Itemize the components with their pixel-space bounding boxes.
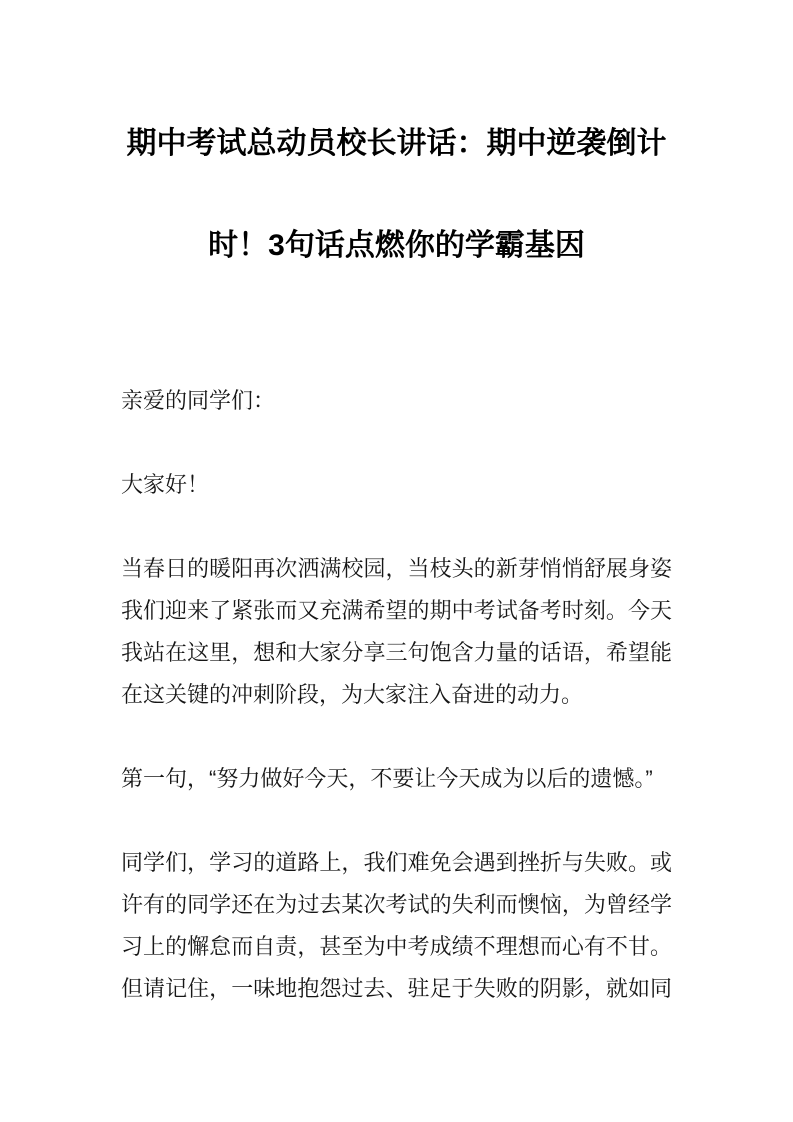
- title-line-1: 期中考试总动员校长讲话：期中逆袭倒计: [126, 127, 667, 160]
- paragraph-greeting: [121, 464, 672, 506]
- text-line: 在这关键的冲刺阶段，为大家注入奋进的动力。: [121, 682, 584, 707]
- text-line: 大家好！: [121, 472, 210, 497]
- text-line: 习上的懈怠而自责，甚至为中考成绩不理想而心有不甘。: [121, 934, 672, 959]
- title-line-2: 时！3句话点燃你的学霸基因: [208, 229, 585, 262]
- text-line: 亲爱的同学们：: [121, 388, 276, 413]
- text-line: 我们迎来了紧张而又充满希望的期中考试备考时刻。今天: [121, 598, 672, 623]
- document-content: [0, 93, 793, 1010]
- text-line: 第一句，“努力做好今天，不要让今天成为以后的遗憾。”: [121, 766, 653, 791]
- paragraph-intro: [121, 548, 672, 716]
- document-title: [121, 93, 672, 297]
- document-body: [121, 380, 672, 1010]
- text-line: 但请记住，一味地抱怨过去、驻足于失败的阴影，就如同: [121, 976, 672, 1001]
- text-line: 当春日的暖阳再次洒满校园，当枝头的新芽悄悄舒展身姿: [121, 556, 672, 581]
- text-line: 同学们，学习的道路上，我们难免会遇到挫折与失败。或: [121, 850, 672, 875]
- paragraph-salutation: [121, 380, 672, 422]
- text-line: 许有的同学还在为过去某次考试的失利而懊恼，为曾经学: [121, 892, 672, 917]
- text-line: 我站在这里，想和大家分享三句饱含力量的话语，希望能: [121, 640, 672, 665]
- paragraph-body-1: [121, 842, 672, 1010]
- paragraph-quote-1: [121, 758, 672, 800]
